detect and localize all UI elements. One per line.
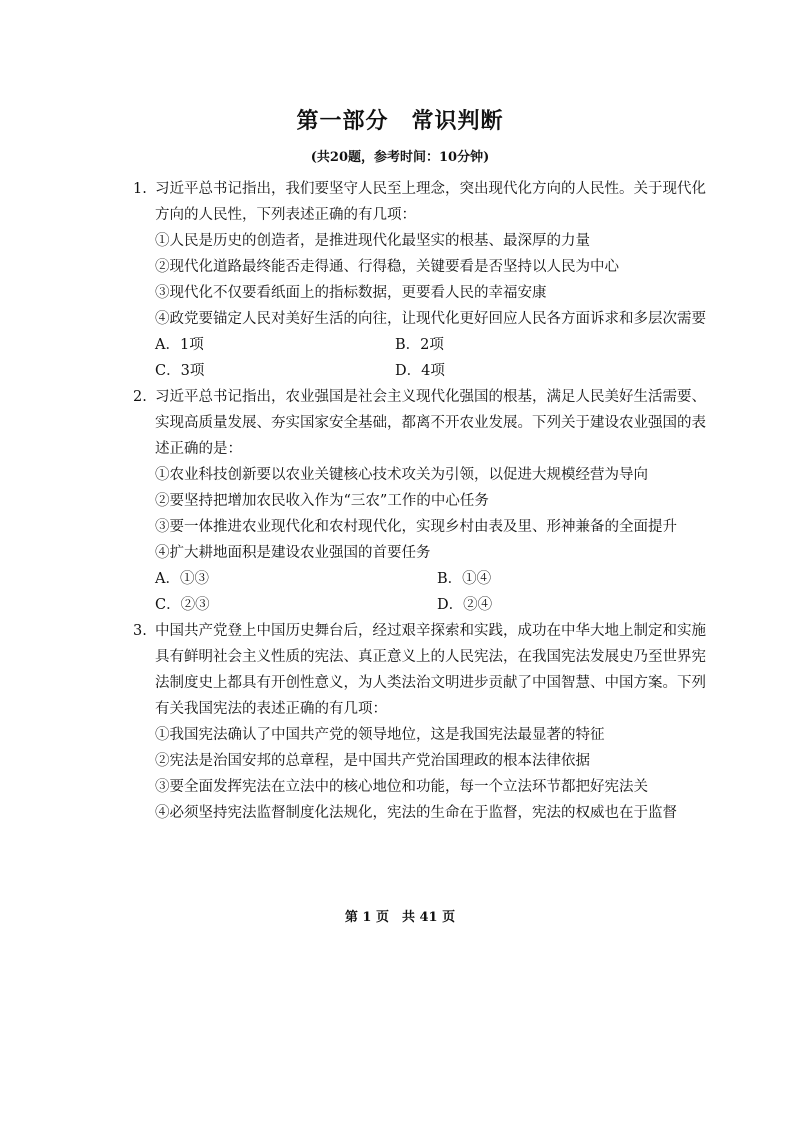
section-title: 第一部分 常识判断 — [296, 109, 504, 134]
statement-item: ①农业科技创新要以农业关键核心技术攻关为引领，以促进大规模经营为导向 — [155, 467, 648, 483]
statement-item: ④政党要锚定人民对美好生活的向往，让现代化更好回应人民各方面诉求和多层次需要 — [155, 311, 706, 327]
statement-item: ③要全面发挥宪法在立法中的核心地位和功能，每一个立法环节都把好宪法关 — [155, 779, 648, 795]
question-number: 2. — [133, 389, 147, 405]
question-stem-line: 2. 习近平总书记指出，农业强国是社会主义现代化强国的根基，满足人民美好生活需要、 — [0, 384, 800, 410]
answer-choice-a: A．1项 — [155, 337, 204, 353]
question-2 — [0, 384, 800, 618]
answer-choice-c: C．3项 — [155, 363, 205, 379]
question-stem-line: 1. 习近平总书记指出，我们要坚守人民至上理念，突出现代化方向的人民性。关于现代化 — [0, 176, 800, 202]
question-stem-line: 述正确的是： — [155, 441, 242, 457]
answer-choice-a: A．①③ — [155, 571, 209, 587]
statement-item: ②宪法是治国安邦的总章程，是中国共产党治国理政的根本法律依据 — [155, 753, 590, 769]
page-footer: 第 1 页 共 41 页 — [344, 910, 456, 925]
statement-item: ③现代化不仅要看纸面上的指标数据，更要看人民的幸福安康 — [155, 285, 547, 301]
answer-choice-c: C．②③ — [155, 597, 210, 613]
statement-item: ①我国宪法确认了中国共产党的领导地位，这是我国宪法最显著的特征 — [155, 727, 605, 743]
question-number: 1. — [133, 181, 147, 197]
question-number: 3. — [133, 623, 147, 639]
question-stem-line: 具有鲜明社会主义性质的宪法、真正意义上的人民宪法，在我国宪法发展史乃至世界宪 — [155, 649, 706, 665]
statement-item: ④必须坚持宪法监督制度化法规化，宪法的生命在于监督，宪法的权威也在于监督 — [155, 805, 677, 821]
answer-choice-d: D．②④ — [437, 597, 493, 613]
question-stem-line: 实现高质量发展、夯实国家安全基础，都离不开农业发展。下列关于建设农业强国的表 — [155, 415, 706, 431]
statement-item: ②要坚持把增加农民收入作为“三农”工作的中心任务 — [155, 493, 489, 509]
answer-choice-b: B．2项 — [395, 337, 444, 353]
answer-choice-b: B．①④ — [437, 571, 492, 587]
statement-item: ③要一体推进农业现代化和农村现代化，实现乡村由表及里、形神兼备的全面提升 — [155, 519, 677, 535]
question-stem-line: 3. 中国共产党登上中国历史舞台后，经过艰辛探索和实践，成功在中华大地上制定和实施 — [0, 618, 800, 644]
question-stem-line: 方向的人民性，下列表述正确的有几项： — [155, 207, 416, 223]
question-3 — [0, 618, 800, 826]
question-stem-line: 法制度史上都具有开创性意义，为人类法治文明进步贡献了中国智慧、中国方案。下列 — [155, 675, 706, 691]
question-1 — [0, 176, 800, 384]
answer-choice-d: D．4项 — [395, 363, 445, 379]
answer-choice-row — [0, 332, 800, 358]
answer-choice-row — [0, 566, 800, 592]
statement-item: ②现代化道路最终能否走得通、行得稳，关键要看是否坚持以人民为中心 — [155, 259, 619, 275]
answer-choice-row — [0, 358, 800, 384]
statement-item: ④扩大耕地面积是建设农业强国的首要任务 — [155, 545, 431, 561]
statement-item: ①人民是历史的创造者，是推进现代化最坚实的根基、最深厚的力量 — [155, 233, 590, 249]
answer-choice-row — [0, 592, 800, 618]
question-list — [0, 176, 800, 826]
question-stem-line: 有关我国宪法的表述正确的有几项： — [155, 701, 387, 717]
section-subtitle: (共20题，参考时间：10分钟) — [310, 150, 490, 165]
